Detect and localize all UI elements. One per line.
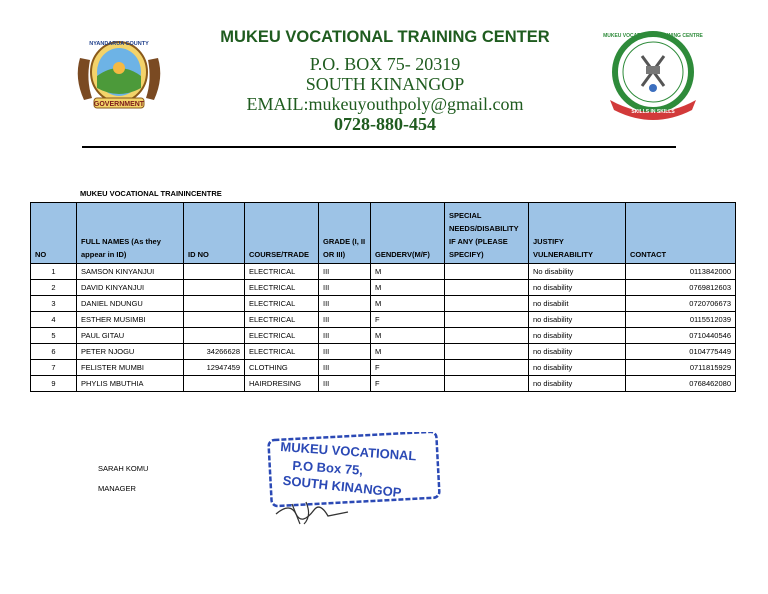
table-row <box>31 344 736 360</box>
cell-id-no <box>184 296 245 312</box>
trainee-table <box>30 202 736 392</box>
col-header-no: NO <box>31 203 77 264</box>
cell-gender: F <box>371 376 445 392</box>
cell-special-needs <box>445 296 529 312</box>
cell-special-needs <box>445 376 529 392</box>
cell-grade: III <box>319 376 371 392</box>
col-header-vulnerability: JUSTIFY VULNERABILITY <box>529 203 626 264</box>
cell-special-needs <box>445 328 529 344</box>
cell-no: 3 <box>31 296 77 312</box>
cell-course: ELECTRICAL <box>245 280 319 296</box>
cell-course: ELECTRICAL <box>245 344 319 360</box>
cell-contact: 0104775449 <box>626 344 736 360</box>
cell-no: 9 <box>31 376 77 392</box>
cell-contact: 0710440546 <box>626 328 736 344</box>
crest-bottom-text: GOVERNMENT <box>93 101 145 108</box>
cell-full-name: FELISTER MUMBI <box>77 360 184 376</box>
cell-grade: III <box>319 280 371 296</box>
col-header-special-needs: SPECIAL NEEDS/DISABILITY IF ANY (PLEASE SPECIFY) <box>445 203 529 264</box>
header-divider <box>82 146 676 148</box>
cell-no: 1 <box>31 264 77 280</box>
col-header-gender: GENDERV(M/F) <box>371 203 445 264</box>
cell-no: 2 <box>31 280 77 296</box>
cell-course: CLOTHING <box>245 360 319 376</box>
cell-full-name: PETER NJOGU <box>77 344 184 360</box>
institution-emblem-icon <box>598 26 708 120</box>
signatory-role: MANAGER <box>98 484 136 493</box>
cell-grade: III <box>319 344 371 360</box>
signatory-name: SARAH KOMU <box>98 464 149 473</box>
phone-line: 0728-880-454 <box>334 114 436 134</box>
cell-vulnerability: no disability <box>529 312 626 328</box>
cell-course: ELECTRICAL <box>245 296 319 312</box>
cell-gender: M <box>371 328 445 344</box>
cell-gender: F <box>371 312 445 328</box>
cell-gender: F <box>371 360 445 376</box>
emblem-motto-text: SKILLS IN SKILLS <box>631 109 675 115</box>
cell-no: 5 <box>31 328 77 344</box>
table-row <box>31 328 736 344</box>
cell-id-no <box>184 264 245 280</box>
table-row <box>31 296 736 312</box>
cell-course: HAIRDRESING <box>245 376 319 392</box>
cell-vulnerability: no disability <box>529 360 626 376</box>
cell-grade: III <box>319 312 371 328</box>
cell-vulnerability: no disability <box>529 280 626 296</box>
col-header-id-no: ID NO <box>184 203 245 264</box>
cell-contact: 0720706673 <box>626 296 736 312</box>
col-header-full-names: FULL NAMES (As they appear in ID) <box>77 203 184 264</box>
cell-special-needs <box>445 264 529 280</box>
cell-id-no <box>184 312 245 328</box>
cell-special-needs <box>445 280 529 296</box>
cell-vulnerability: no disability <box>529 328 626 344</box>
cell-course: ELECTRICAL <box>245 328 319 344</box>
cell-vulnerability: no disabilit <box>529 296 626 312</box>
cell-grade: III <box>319 264 371 280</box>
cell-gender: M <box>371 344 445 360</box>
cell-gender: M <box>371 280 445 296</box>
cell-full-name: PAUL GITAU <box>77 328 184 344</box>
cell-no: 4 <box>31 312 77 328</box>
official-stamp <box>262 432 442 528</box>
cell-course: ELECTRICAL <box>245 312 319 328</box>
cell-contact: 0113842000 <box>626 264 736 280</box>
crest-top-text: NYANDARUA COUNTY <box>89 41 149 47</box>
cell-grade: III <box>319 360 371 376</box>
cell-contact: 0711815929 <box>626 360 736 376</box>
cell-special-needs <box>445 312 529 328</box>
cell-no: 6 <box>31 344 77 360</box>
cell-vulnerability: no disability <box>529 344 626 360</box>
cell-vulnerability: No disability <box>529 264 626 280</box>
cell-contact: 0769812603 <box>626 280 736 296</box>
stamp-line-2: P.O Box 75, <box>291 457 364 478</box>
cell-contact: 0768462080 <box>626 376 736 392</box>
table-caption: MUKEU VOCATIONAL TRAININCENTRE <box>80 189 222 198</box>
cell-id-no <box>184 328 245 344</box>
col-header-contact: CONTACT <box>626 203 736 264</box>
cell-course: ELECTRICAL <box>245 264 319 280</box>
cell-full-name: DANIEL NDUNGU <box>77 296 184 312</box>
cell-id-no <box>184 280 245 296</box>
cell-gender: M <box>371 264 445 280</box>
cell-full-name: SAMSON KINYANJUI <box>77 264 184 280</box>
cell-vulnerability: no disability <box>529 376 626 392</box>
stamp-line-3: SOUTH KINANGOP <box>282 472 403 501</box>
signature-scribble <box>276 507 348 519</box>
cell-full-name: DAVID KINYANJUI <box>77 280 184 296</box>
cell-no: 7 <box>31 360 77 376</box>
table-header-row <box>31 203 736 264</box>
table-row <box>31 360 736 376</box>
cell-id-no <box>184 376 245 392</box>
cell-contact: 0115512039 <box>626 312 736 328</box>
col-header-course: COURSE/TRADE <box>245 203 319 264</box>
county-crest-icon <box>64 28 174 116</box>
cell-id-no: 12947459 <box>184 360 245 376</box>
cell-grade: III <box>319 296 371 312</box>
email-line: EMAIL:mukeuyouthpoly@gmail.com <box>246 94 524 114</box>
cell-gender: M <box>371 296 445 312</box>
cell-special-needs <box>445 344 529 360</box>
col-header-grade: GRADE (I, II OR III) <box>319 203 371 264</box>
stamp-line-1: MUKEU VOCATIONAL <box>279 439 417 464</box>
table-row <box>31 264 736 280</box>
cell-full-name: PHYLIS MBUTHIA <box>77 376 184 392</box>
cell-special-needs <box>445 360 529 376</box>
cell-id-no: 34266628 <box>184 344 245 360</box>
postal-address: P.O. BOX 75- 20319 <box>309 54 461 74</box>
institution-title: MUKEU VOCATIONAL TRAINING CENTER <box>220 28 550 46</box>
table-row <box>31 376 736 392</box>
table-row <box>31 312 736 328</box>
table-row <box>31 280 736 296</box>
cell-grade: III <box>319 328 371 344</box>
location-line: SOUTH KINANGOP <box>305 74 465 94</box>
emblem-ring-text: MUKEU VOCATIONAL TRAINING CENTRE <box>603 33 703 39</box>
cell-full-name: ESTHER MUSIMBI <box>77 312 184 328</box>
